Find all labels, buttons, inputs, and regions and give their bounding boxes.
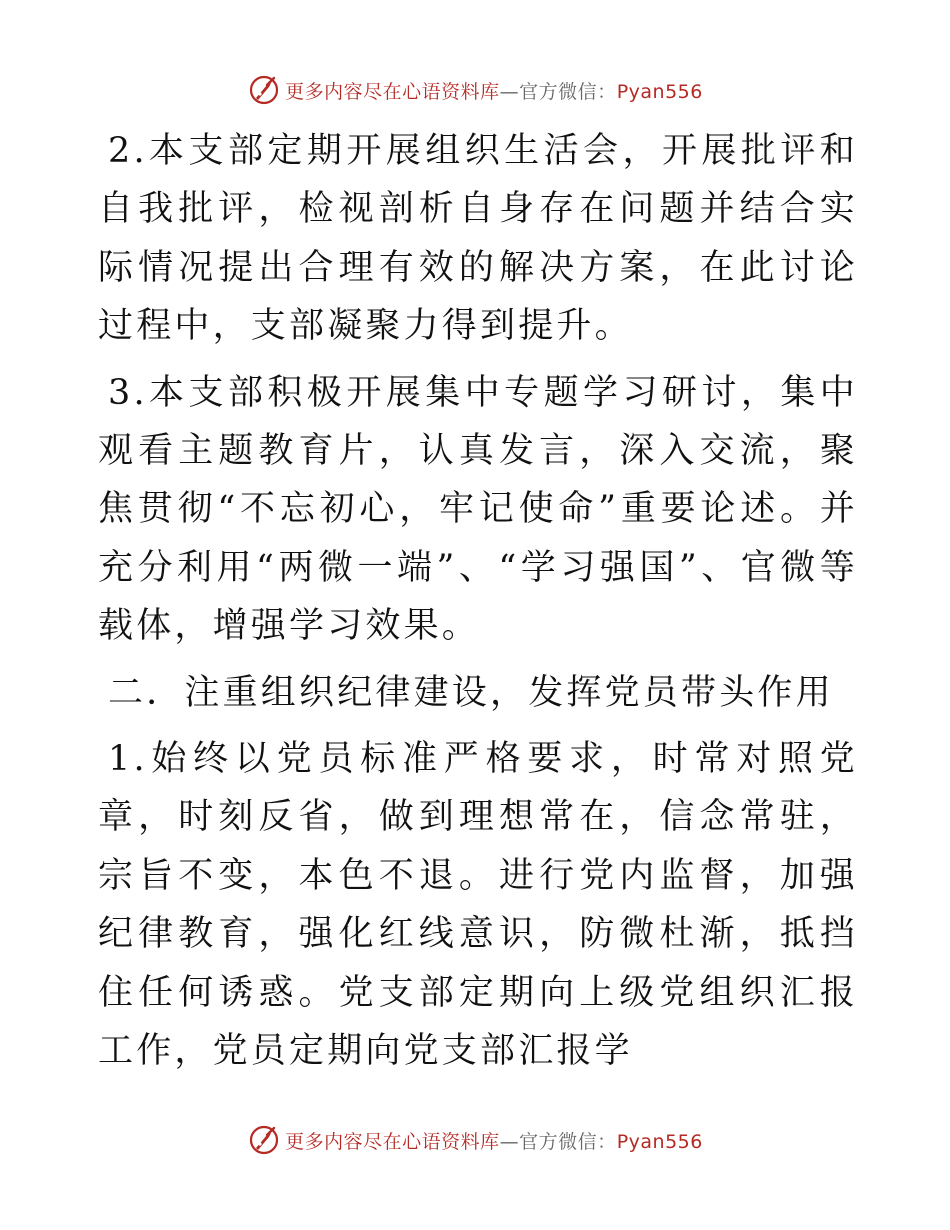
watermark-main-text: 更多内容尽在心语资料库 [285, 1130, 500, 1153]
watermark-text [285, 1127, 703, 1154]
watermark-wechat-id: Pyan556 [616, 1130, 703, 1153]
document-body [98, 122, 858, 1089]
pen-nib-seal-icon [247, 73, 281, 107]
section-heading: 二．注重组织纪律建设，发挥党员带头作用 [108, 672, 834, 713]
watermark-wechat-label: 官方微信： [519, 1130, 617, 1153]
paragraph-item-1: 1.始终以党员标准严格要求，时常对照党章，时刻反省，做到理想常在，信念常驻，宗旨不变，本色不退。进行党内监督，加强纪律教育，强化红线意识，防微杜渐，抵挡住任何诱惑。党支部定期向上级党组织汇报工作，党员定期向党支部汇报学 [98, 739, 858, 1072]
header-watermark [0, 70, 950, 110]
paragraph-item-3: 3.本支部积极开展集中专题学习研讨，集中观看主题教育片，认真发言，深入交流，聚焦贯彻“不忘初心，牢记使命”重要论述。并充分利用“两微一端”、“学习强国”、官微等载体，增强学习效果。 [98, 372, 858, 647]
watermark-wechat-id: Pyan556 [616, 80, 703, 103]
watermark-text [285, 77, 703, 104]
watermark-wechat-label: 官方微信： [519, 80, 617, 103]
footer-watermark [0, 1120, 950, 1160]
paragraph-item-2: 2.本支部定期开展组织生活会，开展批评和自我批评，检视剖析自身存在问题并结合实际情况提出合理有效的解决方案，在此讨论过程中，支部凝聚力得到提升。 [98, 131, 858, 347]
watermark-main-text: 更多内容尽在心语资料库 [285, 80, 500, 103]
pen-nib-seal-icon [247, 1123, 281, 1157]
watermark-dash: — [499, 80, 520, 103]
watermark-dash: — [499, 1130, 520, 1153]
